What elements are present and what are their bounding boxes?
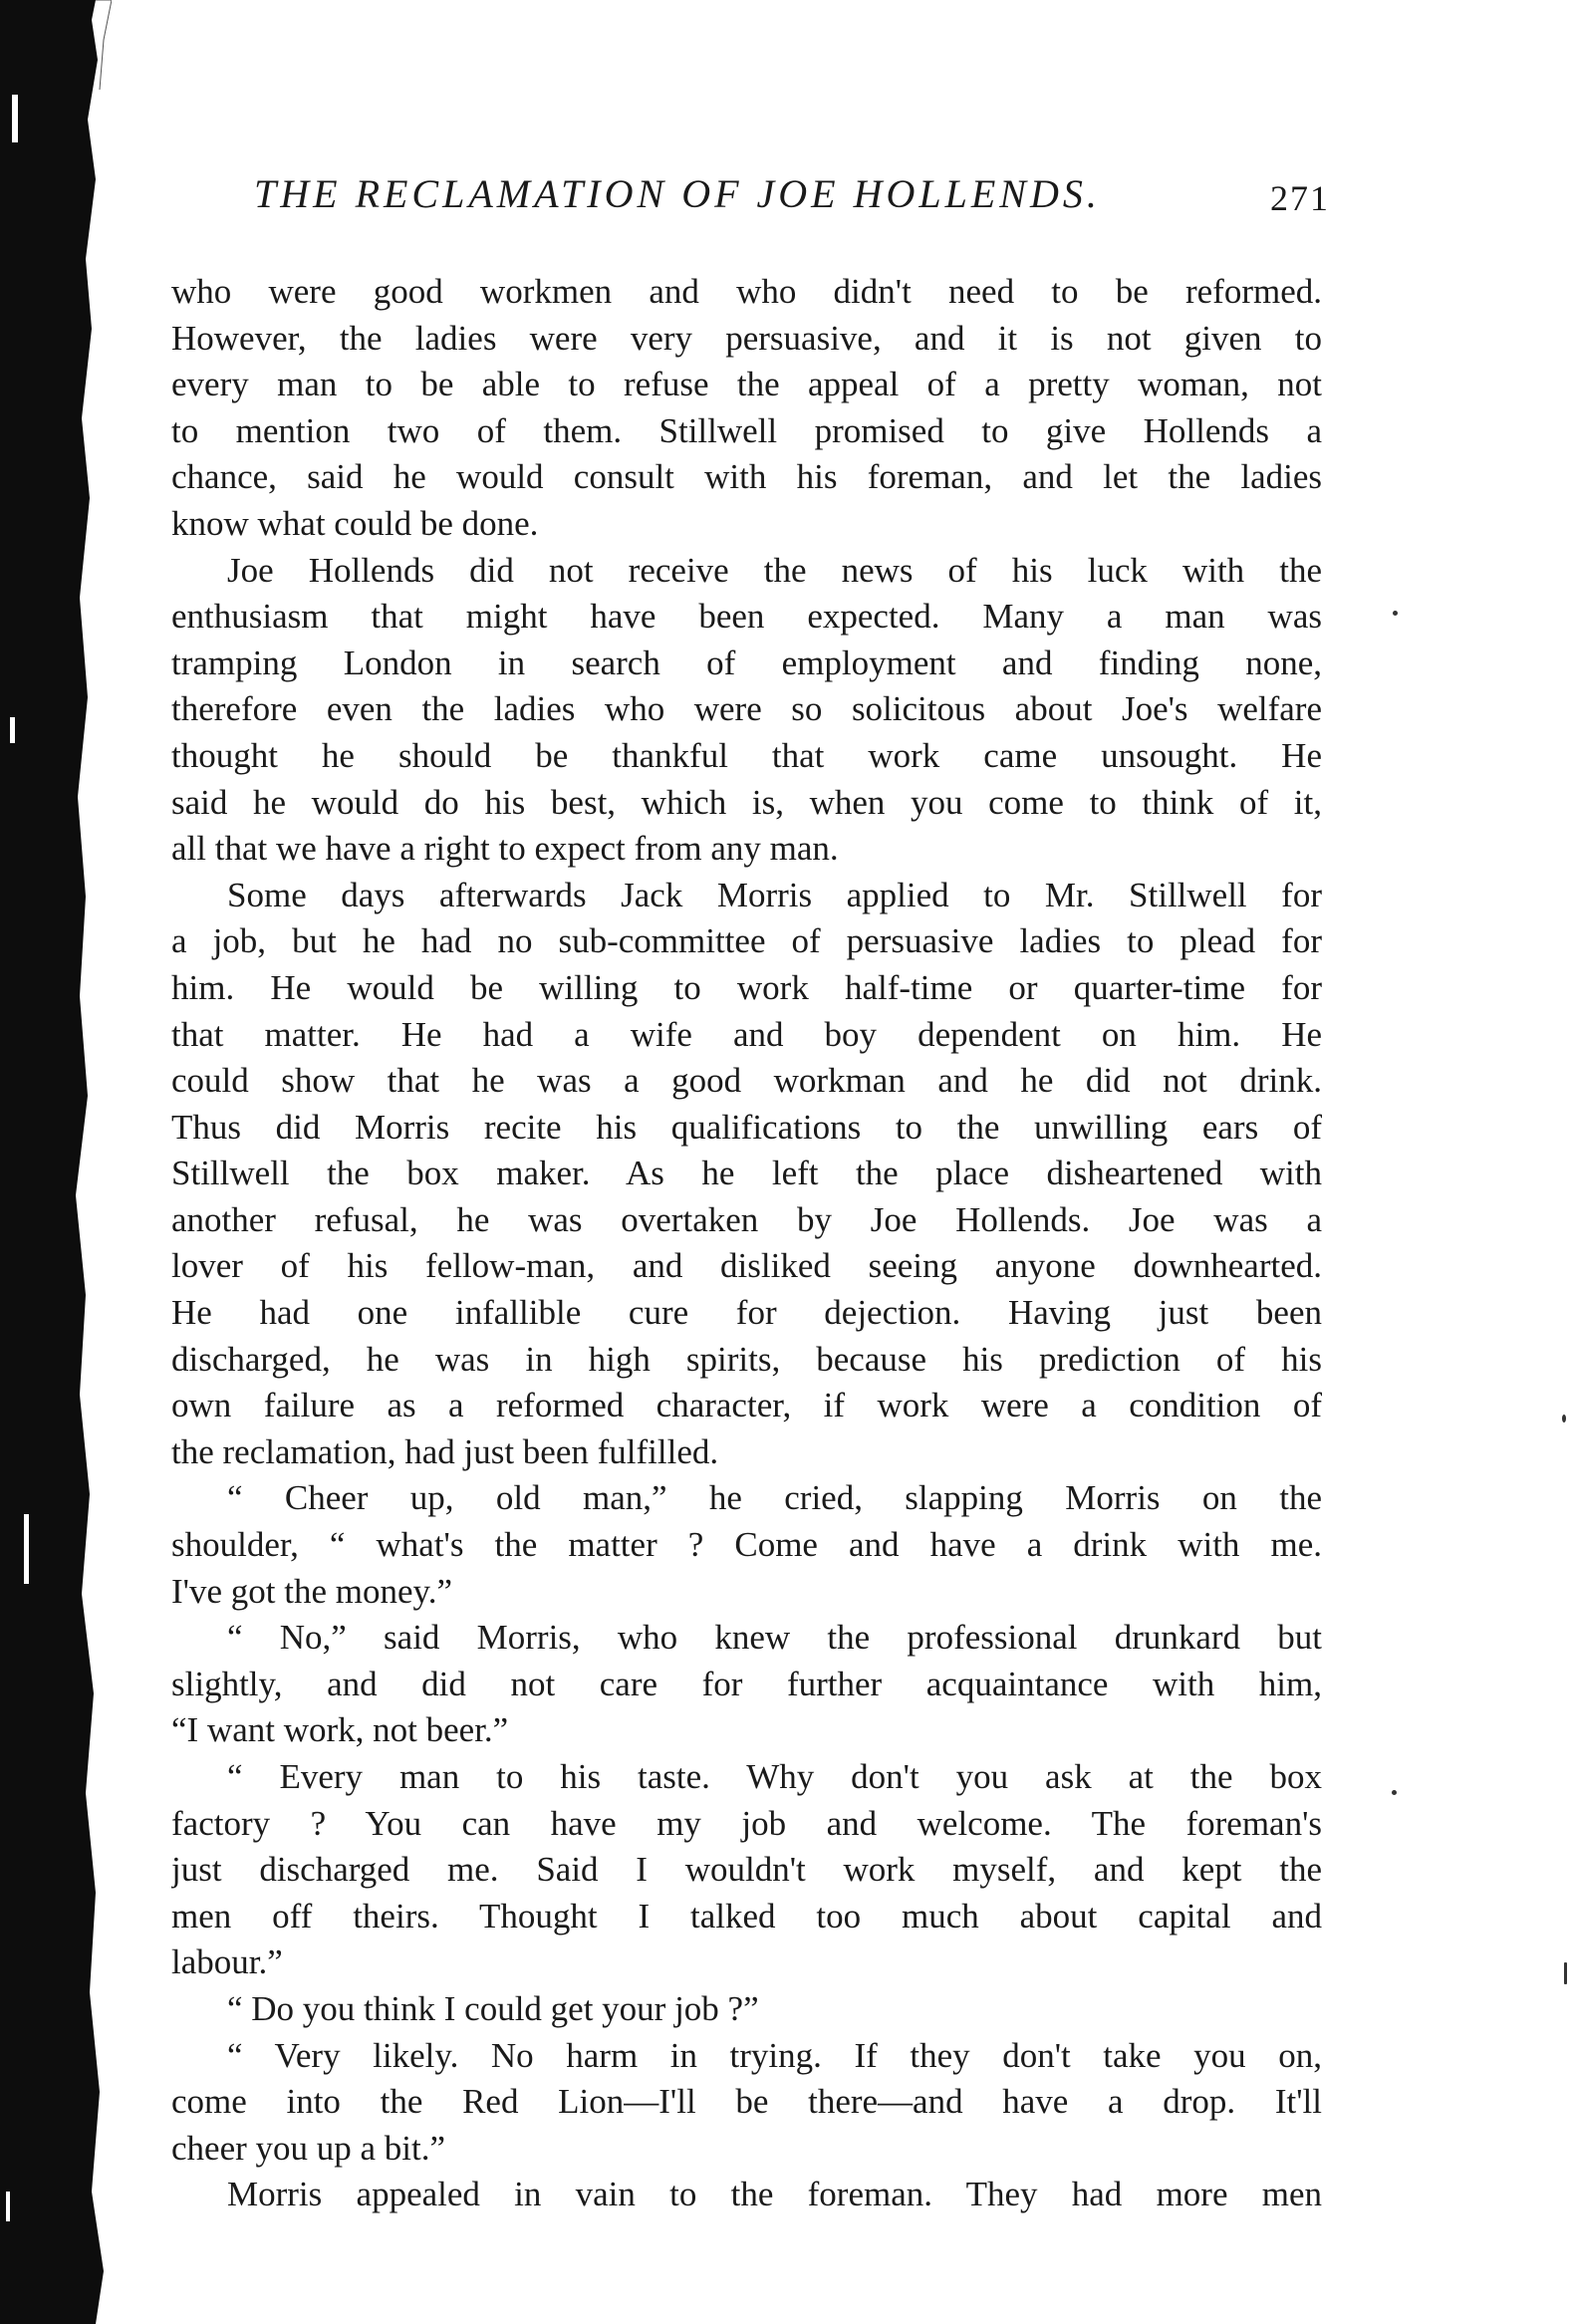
text-line: However, the ladies were very persuasive, and it is not given to bbox=[171, 318, 1322, 358]
text-line: labour.” bbox=[171, 1942, 283, 1982]
text-line: could show that he was a good workman and he did not drink. bbox=[171, 1061, 1322, 1101]
text-line: come into the Red Lion—I'll be there—and have a drop. It'll bbox=[171, 2082, 1322, 2122]
text-line: Thus did Morris recite his qualifications to the unwilling ears of bbox=[171, 1107, 1322, 1147]
text-line: all that we have a right to expect from any man. bbox=[171, 829, 839, 869]
text-line: him. He would be willing to work half-time or quarter-time for bbox=[171, 967, 1322, 1007]
text-line: therefore even the ladies who were so solicitous about Joe's welfare bbox=[171, 689, 1322, 729]
paragraph-first-line: Some days afterwards Jack Morris applied to Mr. Stillwell for bbox=[227, 875, 1322, 914]
text-line: slightly, and did not care for further acquaintance with him, bbox=[171, 1664, 1322, 1703]
text-line: that matter. He had a wife and boy dependent on him. He bbox=[171, 1014, 1322, 1054]
text-line: tramping London in search of employment and finding none, bbox=[171, 643, 1322, 682]
text-line: I've got the money.” bbox=[171, 1571, 452, 1611]
ink-speck bbox=[1564, 1962, 1567, 1984]
text-line: a job, but he had no sub-committee of persuasive ladies to plead for bbox=[171, 921, 1322, 961]
body-text bbox=[171, 269, 1322, 2218]
text-line: lover of his fellow-man, and disliked seeing anyone downhearted. bbox=[171, 1246, 1322, 1286]
text-line: shoulder, “ what's the matter ? Come and have a drink with me. bbox=[171, 1525, 1322, 1565]
text-line: enthusiasm that might have been expected. Many a man was bbox=[171, 597, 1322, 637]
text-line: chance, said he would consult with his foreman, and let the ladies bbox=[171, 457, 1322, 497]
page-header bbox=[254, 164, 1330, 224]
paragraph-first-line: “ No,” said Morris, who knew the professional drunkard but bbox=[227, 1618, 1322, 1658]
page-binding-edge bbox=[0, 0, 112, 2324]
text-line: know what could be done. bbox=[171, 503, 539, 543]
text-line: every man to be able to refuse the appeal of a pretty woman, not bbox=[171, 365, 1322, 404]
text-line: own failure as a reformed character, if work were a condition of bbox=[171, 1386, 1322, 1425]
paragraph-first-line: “ Cheer up, old man,” he cried, slapping Morris on the bbox=[227, 1478, 1322, 1518]
text-line: just discharged me. Said I wouldn't work myself, and kept the bbox=[171, 1850, 1322, 1890]
ink-speck bbox=[1562, 1415, 1566, 1422]
paragraph-first-line: Morris appealed in vain to the foreman. They had more men bbox=[227, 2175, 1322, 2214]
ink-speck bbox=[1392, 1790, 1397, 1795]
text-line: thought he should be thankful that work came unsought. He bbox=[171, 735, 1322, 775]
paragraph-first-line: Joe Hollends did not receive the news of his luck with the bbox=[227, 550, 1322, 590]
text-line: “I want work, not beer.” bbox=[171, 1710, 509, 1750]
text-line: Stillwell the box maker. As he left the place disheartened with bbox=[171, 1154, 1322, 1193]
text-line: the reclamation, had just been fulfilled. bbox=[171, 1431, 719, 1471]
paragraph-first-line: “ Every man to his taste. Why don't you ask at the box bbox=[227, 1757, 1322, 1796]
page-number: 271 bbox=[1270, 178, 1330, 218]
text-line: said he would do his best, which is, when you come to think of it, bbox=[171, 782, 1322, 822]
text-line: cheer you up a bit.” bbox=[171, 2128, 446, 2168]
running-title: THE RECLAMATION OF JOE HOLLENDS. bbox=[254, 171, 1101, 216]
text-line: another refusal, he was overtaken by Joe Hollends. Joe was a bbox=[171, 1199, 1322, 1239]
text-line: who were good workmen and who didn't need to be reformed. bbox=[171, 272, 1322, 311]
paragraph-first-line: “ Do you think I could get your job ?” bbox=[227, 1988, 759, 2028]
paragraph-first-line: “ Very likely. No harm in trying. If they don't take you on, bbox=[227, 2035, 1322, 2075]
text-line: men off theirs. Thought I talked too much about capital and bbox=[171, 1896, 1322, 1936]
text-line: He had one infallible cure for dejection. Having just been bbox=[171, 1293, 1322, 1333]
ink-speck bbox=[1393, 611, 1398, 616]
text-line: discharged, he was in high spirits, because his prediction of his bbox=[171, 1339, 1322, 1379]
text-line: to mention two of them. Stillwell promised to give Hollends a bbox=[171, 410, 1322, 450]
text-line: factory ? You can have my job and welcome. The foreman's bbox=[171, 1803, 1322, 1843]
